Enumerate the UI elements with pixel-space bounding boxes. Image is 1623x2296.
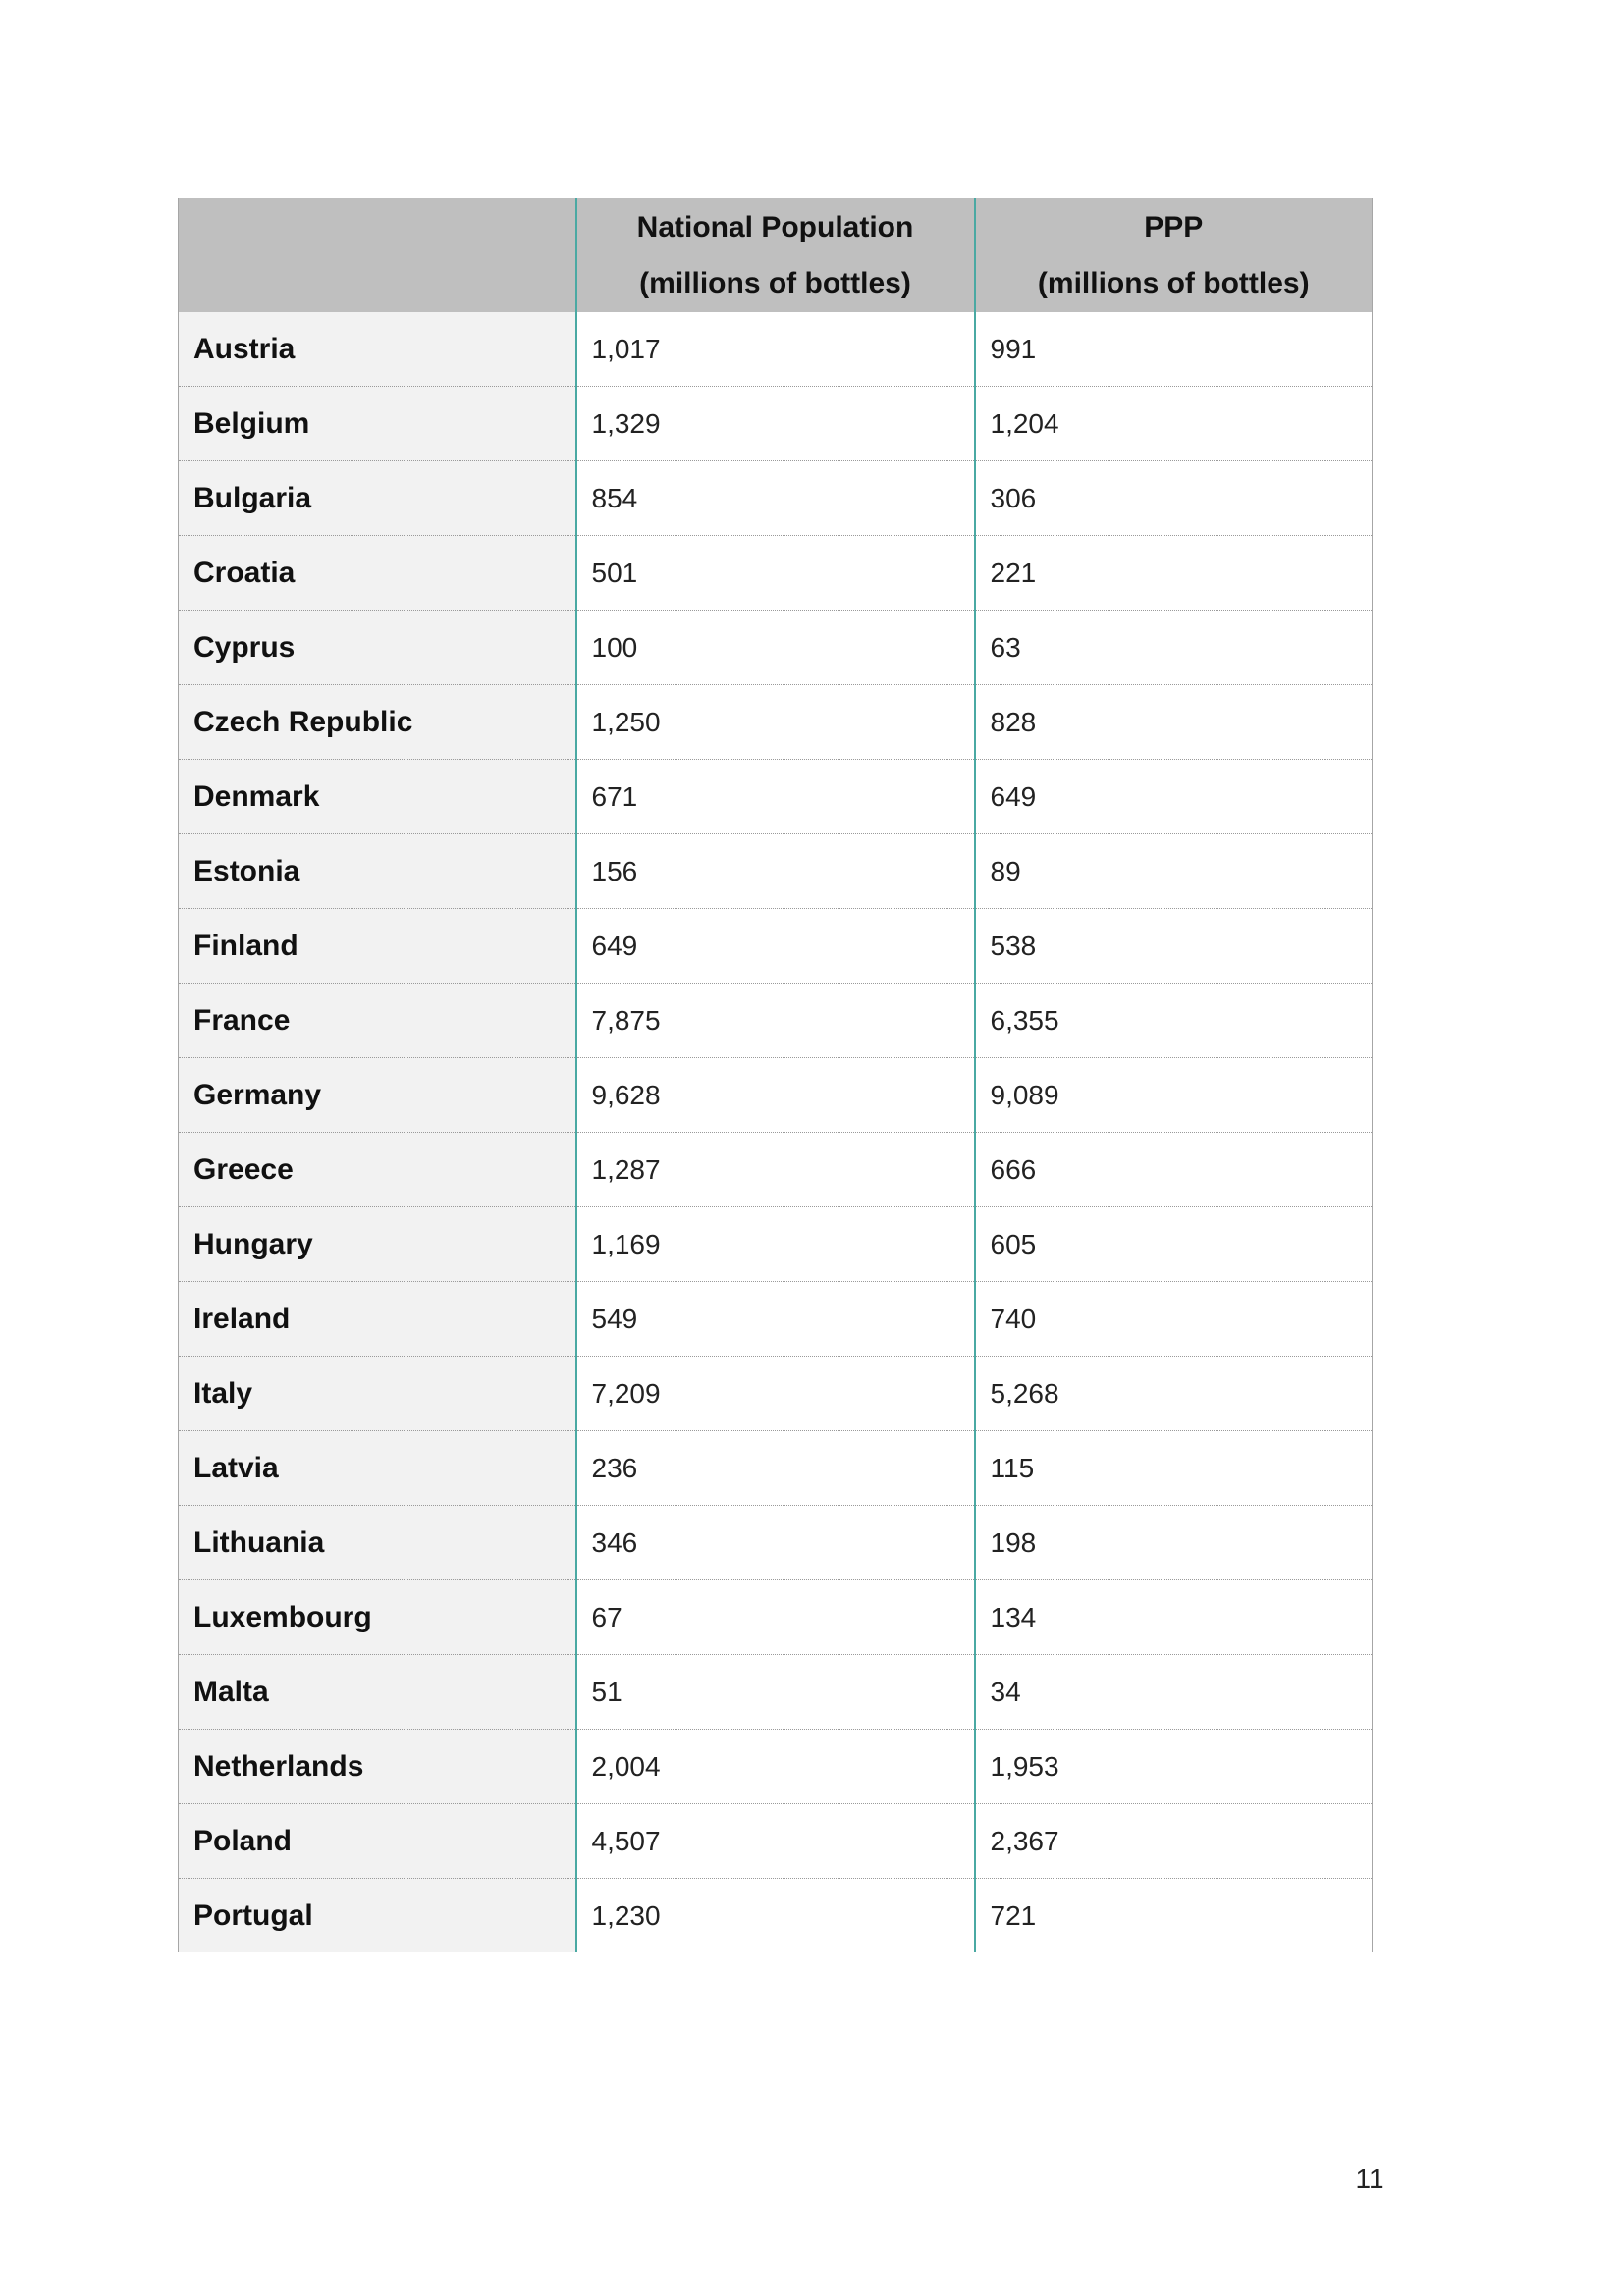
national-population-cell: 156 [576,834,975,909]
ppp-cell: 605 [975,1207,1373,1282]
country-cell: Croatia [179,536,576,611]
table-row [179,1431,1373,1506]
ppp-cell: 649 [975,760,1373,834]
country-cell: Austria [179,312,576,387]
header-national-population [576,198,975,312]
ppp-cell: 134 [975,1580,1373,1655]
ppp-cell: 6,355 [975,984,1373,1058]
country-cell: Malta [179,1655,576,1730]
national-population-cell: 1,287 [576,1133,975,1207]
ppp-cell: 89 [975,834,1373,909]
table-row [179,1133,1373,1207]
national-population-cell: 854 [576,461,975,536]
table-row [179,1357,1373,1431]
national-population-cell: 1,017 [576,312,975,387]
country-cell: Cyprus [179,611,576,685]
country-cell: Ireland [179,1282,576,1357]
ppp-cell: 115 [975,1431,1373,1506]
header-country [179,198,576,312]
header-row [179,198,1373,312]
national-population-cell: 67 [576,1580,975,1655]
table-row [179,1282,1373,1357]
ppp-cell: 1,204 [975,387,1373,461]
national-population-cell: 100 [576,611,975,685]
country-cell: Lithuania [179,1506,576,1580]
table-row [179,312,1373,387]
national-population-cell: 51 [576,1655,975,1730]
country-cell: Bulgaria [179,461,576,536]
country-cell: Poland [179,1804,576,1879]
table-row [179,760,1373,834]
table-row [179,1730,1373,1804]
table-body [179,312,1373,1952]
table-header [179,198,1373,312]
ppp-cell: 306 [975,461,1373,536]
national-population-cell: 649 [576,909,975,984]
table-row [179,1058,1373,1133]
table-row [179,1580,1373,1655]
country-cell: Denmark [179,760,576,834]
header-ppp [975,198,1373,312]
ppp-cell: 9,089 [975,1058,1373,1133]
country-cell: Germany [179,1058,576,1133]
national-population-cell: 346 [576,1506,975,1580]
national-population-cell: 1,169 [576,1207,975,1282]
header-national-population-title: National Population [636,211,914,243]
table-row [179,685,1373,760]
national-population-cell: 1,329 [576,387,975,461]
table-row [179,909,1373,984]
table-row [179,1207,1373,1282]
national-population-cell: 2,004 [576,1730,975,1804]
table-row [179,611,1373,685]
country-cell: Portugal [179,1879,576,1953]
table-row [179,834,1373,909]
national-population-cell: 7,209 [576,1357,975,1431]
ppp-cell: 538 [975,909,1373,984]
ppp-cell: 63 [975,611,1373,685]
country-cell: Italy [179,1357,576,1431]
ppp-cell: 740 [975,1282,1373,1357]
table-row [179,1506,1373,1580]
national-population-cell: 1,230 [576,1879,975,1953]
header-national-population-unit: (millions of bottles) [639,267,911,299]
table-row [179,461,1373,536]
header-ppp-title: PPP [1144,211,1204,243]
country-cell: Luxembourg [179,1580,576,1655]
national-population-cell: 236 [576,1431,975,1506]
country-cell: France [179,984,576,1058]
country-cell: Latvia [179,1431,576,1506]
country-cell: Estonia [179,834,576,909]
national-population-cell: 501 [576,536,975,611]
country-cell: Finland [179,909,576,984]
ppp-cell: 2,367 [975,1804,1373,1879]
header-ppp-unit: (millions of bottles) [1037,267,1310,299]
national-population-cell: 1,250 [576,685,975,760]
table-row [179,1804,1373,1879]
ppp-cell: 221 [975,536,1373,611]
table-row [179,1655,1373,1730]
ppp-cell: 198 [975,1506,1373,1580]
ppp-cell: 5,268 [975,1357,1373,1431]
table-row [179,536,1373,611]
national-population-cell: 4,507 [576,1804,975,1879]
page-number: 11 [1355,2163,1384,2194]
ppp-cell: 721 [975,1879,1373,1953]
ppp-cell: 828 [975,685,1373,760]
ppp-cell: 34 [975,1655,1373,1730]
country-cell: Belgium [179,387,576,461]
ppp-cell: 991 [975,312,1373,387]
national-population-cell: 549 [576,1282,975,1357]
table-row [179,387,1373,461]
table-row [179,1879,1373,1953]
country-cell: Hungary [179,1207,576,1282]
ppp-cell: 1,953 [975,1730,1373,1804]
national-population-cell: 671 [576,760,975,834]
bottle-volume-table [178,198,1373,1952]
table-row [179,984,1373,1058]
country-cell: Netherlands [179,1730,576,1804]
national-population-cell: 7,875 [576,984,975,1058]
national-population-cell: 9,628 [576,1058,975,1133]
country-cell: Greece [179,1133,576,1207]
country-cell: Czech Republic [179,685,576,760]
ppp-cell: 666 [975,1133,1373,1207]
